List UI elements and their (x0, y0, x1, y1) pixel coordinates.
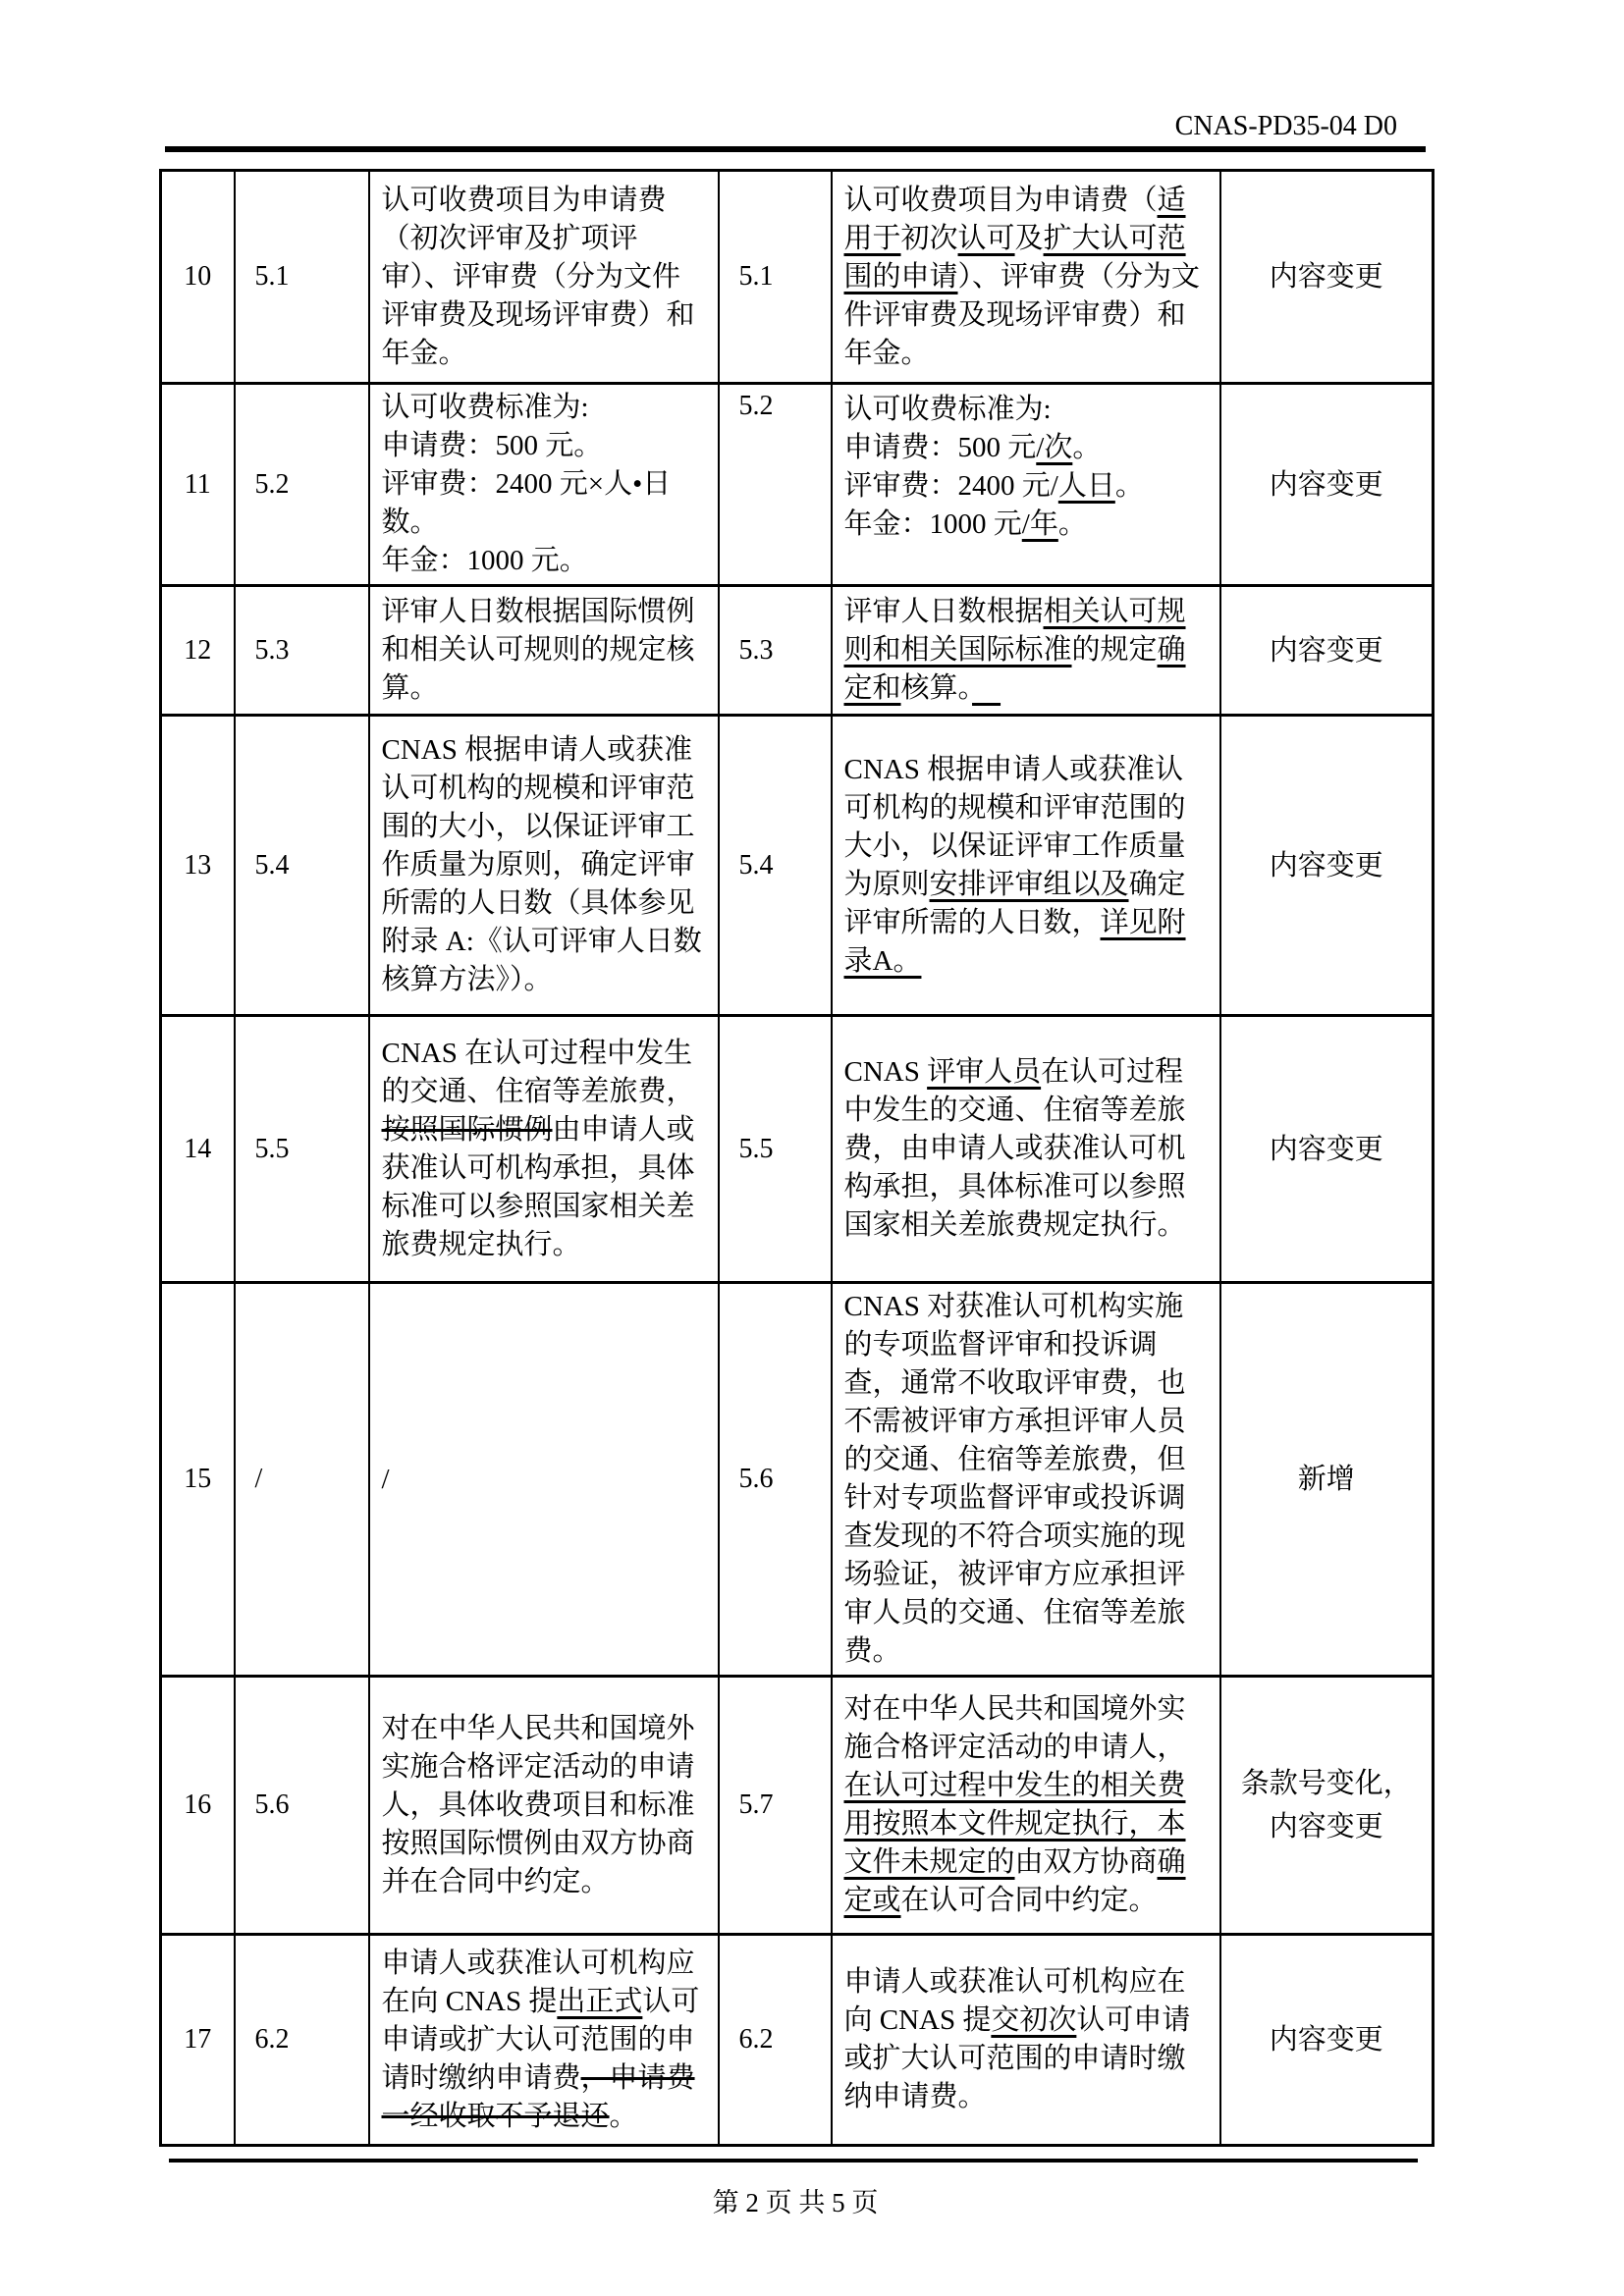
old-text-cell: CNAS 在认可过程中发生的交通、住宿等差旅费，按照国际惯例由申请人或获准认可机构承担，具体标准可以参照国家相关差旅费规定执行。 (369, 1016, 719, 1283)
page-number: 第 2 页 共 5 页 (712, 2188, 879, 2217)
old-clause-cell: 5.2 (235, 384, 369, 586)
footer-rule (169, 2159, 1418, 2163)
new-clause-cell: 5.2 (719, 384, 832, 586)
change-type-cell: 新增 (1220, 1283, 1434, 1677)
header-rule (165, 146, 1426, 152)
old-clause-cell: 5.6 (235, 1677, 369, 1935)
old-text-cell: / (369, 1283, 719, 1677)
row-number-cell: 14 (161, 1016, 235, 1283)
new-clause-cell: 5.4 (719, 716, 832, 1016)
old-text-cell: 申请人或获准认可机构应在向 CNAS 提出正式认可申请或扩大认可范围的申请时缴纳申请费，申请费一经收取不予退还。 (369, 1935, 719, 2146)
change-type-cell: 内容变更 (1220, 1016, 1434, 1283)
row-number-cell: 16 (161, 1677, 235, 1935)
old-clause-cell: 5.5 (235, 1016, 369, 1283)
change-type-cell: 内容变更 (1220, 171, 1434, 384)
new-text-cell: CNAS 评审人员在认可过程中发生的交通、住宿等差旅费，由申请人或获准认可机构承担，具体标准可以参照国家相关差旅费规定执行。 (832, 1016, 1220, 1283)
revision-comparison-table (159, 169, 1435, 2147)
new-clause-cell: 5.7 (719, 1677, 832, 1935)
row-number-cell: 17 (161, 1935, 235, 2146)
old-text-cell: 认可收费标准为: 申请费：500 元。 评审费：2400 元×人•日数。 年金：1000 元。 (369, 384, 719, 586)
change-type-cell: 内容变更 (1220, 586, 1434, 716)
change-type-cell: 条款号变化， 内容变更 (1220, 1677, 1434, 1935)
row-number-cell: 12 (161, 586, 235, 716)
table-row (161, 716, 1434, 1016)
table-row (161, 1283, 1434, 1677)
change-type-cell: 内容变更 (1220, 1935, 1434, 2146)
new-text-cell: 认可收费标准为: 申请费：500 元/次。 评审费：2400 元/人日。 年金：1000 元/年。 (832, 384, 1220, 586)
old-text-cell: 对在中华人民共和国境外实施合格评定活动的申请人，具体收费项目和标准按照国际惯例由双方协商并在合同中约定。 (369, 1677, 719, 1935)
old-clause-cell: 5.4 (235, 716, 369, 1016)
old-text-cell: 认可收费项目为申请费（初次评审及扩项评审）、评审费（分为文件评审费及现场评审费）和年金。 (369, 171, 719, 384)
row-number-cell: 15 (161, 1283, 235, 1677)
row-number-cell: 13 (161, 716, 235, 1016)
new-clause-cell: 5.5 (719, 1016, 832, 1283)
new-text-cell: 对在中华人民共和国境外实施合格评定活动的申请人，在认可过程中发生的相关费用按照本文件规定执行，本文件未规定的由双方协商确定或在认可合同中约定。 (832, 1677, 1220, 1935)
table-row (161, 1935, 1434, 2146)
table-row (161, 171, 1434, 384)
new-clause-cell: 5.6 (719, 1283, 832, 1677)
new-text-cell: 认可收费项目为申请费（适用于初次认可及扩大认可范围的申请）、评审费（分为文件评审费及现场评审费）和年金。 (832, 171, 1220, 384)
doc-number: CNAS-PD35-04 D0 (1174, 111, 1397, 141)
old-text-cell: CNAS 根据申请人或获准认可机构的规模和评审范围的大小，以保证评审工作质量为原则，确定评审所需的人日数（具体参见附录 A:《认可评审人日数核算方法》）。 (369, 716, 719, 1016)
new-text-cell: CNAS 对获准认可机构实施的专项监督评审和投诉调查，通常不收取评审费，也不需被评审方承担评审人员的交通、住宿等差旅费，但针对专项监督评审或投诉调查发现的不符合项实施的现场验证，被评审方应承担评审人员的交通、住宿等差旅费。 (832, 1283, 1220, 1677)
table-row (161, 1677, 1434, 1935)
old-clause-cell: / (235, 1283, 369, 1677)
row-number-cell: 11 (161, 384, 235, 586)
table-row (161, 384, 1434, 586)
old-text-cell: 评审人日数根据国际惯例和相关认可规则的规定核算。 (369, 586, 719, 716)
new-clause-cell: 5.3 (719, 586, 832, 716)
old-clause-cell: 5.3 (235, 586, 369, 716)
new-clause-cell: 5.1 (719, 171, 832, 384)
old-clause-cell: 6.2 (235, 1935, 369, 2146)
table-row (161, 1016, 1434, 1283)
new-clause-cell: 6.2 (719, 1935, 832, 2146)
new-text-cell: CNAS 根据申请人或获准认可机构的规模和评审范围的大小，以保证评审工作质量为原则安排评审组以及确定评审所需的人日数，详见附录A。 (832, 716, 1220, 1016)
new-text-cell: 申请人或获准认可机构应在向 CNAS 提交初次认可申请或扩大认可范围的申请时缴纳申请费。 (832, 1935, 1220, 2146)
change-type-cell: 内容变更 (1220, 716, 1434, 1016)
new-text-cell: 评审人日数根据相关认可规则和相关国际标准的规定确定和核算。 (832, 586, 1220, 716)
old-clause-cell: 5.1 (235, 171, 369, 384)
table-row (161, 586, 1434, 716)
row-number-cell: 10 (161, 171, 235, 384)
change-type-cell: 内容变更 (1220, 384, 1434, 586)
